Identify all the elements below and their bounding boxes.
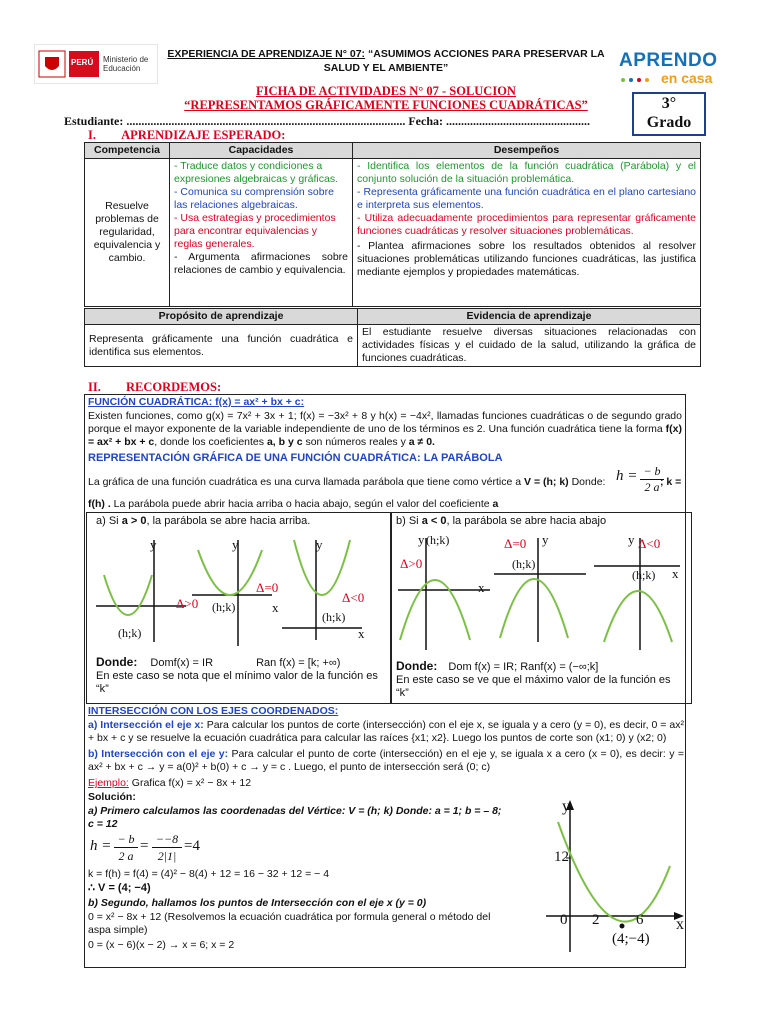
ficha-line-2: “REPRESENTAMOS GRÁFICAMENTE FUNCIONES CUADRÁTICAS” <box>184 98 588 112</box>
intersections-title: INTERSECCIÓN CON LOS EJES COORDENADOS: <box>88 705 339 717</box>
case-a-g1-delta: Δ>0 <box>176 596 199 611</box>
desempenos-cell <box>353 159 701 307</box>
representation-text <box>88 476 605 489</box>
representation-title: REPRESENTACIÓN GRÁFICA DE UNA FUNCIÓN CUADRÁTICA: LA PARÁBOLA <box>88 452 503 464</box>
case-a-g2-x: x <box>272 600 279 615</box>
example-y-intercept: 12 <box>554 849 569 865</box>
function-text: Existen funciones, como g(x) = 7x² + 3x + 1; f(x) = −3x² + 8 y h(x) = −4x², llamadas funciones cuadráticas o de segundo grado porque el mayor exponente de la variable independiente de uno de los términos es 2. Una función cuadrática tiene la forma <box>88 410 682 435</box>
case-b-g1-vertex: (h;k) <box>426 533 450 547</box>
activity-sheet-title <box>160 84 612 112</box>
student-date-line: Estudiante: ............................................................................................. Fecha: ................................................ <box>64 114 590 128</box>
capacidad-1: - Traduce datos y condiciones a expresiones algebraicas y gráficas. <box>174 160 339 185</box>
experience-name: “ASUMIMOS ACCIONES PARA PRESERVAR LA SALUD Y EL AMBIENTE” <box>323 48 605 74</box>
h-calc-equals: = <box>140 838 149 854</box>
header-proposito: Propósito de aprendizaje <box>85 309 358 325</box>
section-2-title: RECORDEMOS: <box>125 380 222 394</box>
case-b-g2-delta: Δ=0 <box>504 536 527 551</box>
function-description <box>88 410 682 449</box>
case-a-min-text: En este caso se nota que el mínimo valor de la función es “k” <box>96 670 378 695</box>
h-label: h = <box>616 468 638 484</box>
case-a-g1-vertex: (h;k) <box>118 626 142 640</box>
capacidad-2: - Comunica su comprensión sobre las relaciones algebraicas. <box>174 186 334 211</box>
case-a-range-value: Ran f(x) = [k; +∞) <box>256 657 341 669</box>
representation-text-2 <box>88 498 498 511</box>
donde-label: Donde: <box>571 476 606 488</box>
dots-icon <box>619 76 659 84</box>
function-title: FUNCIÓN CUADRÁTICA: f(x) = ax² + bx + c: <box>88 396 305 408</box>
k-equals: ; k = <box>660 476 682 488</box>
case-a-g3-vertex: (h;k) <box>322 610 346 624</box>
intersection-x <box>88 719 684 745</box>
coef-names: a, b y c <box>266 436 303 448</box>
ministry-name: Ministerio de Educación <box>103 55 149 73</box>
proposito-cell: Representa gráficamente una función cuadrática e identifica sus elementos. <box>85 325 358 367</box>
header-competencia: Competencia <box>85 143 170 159</box>
case-b-g1-x: x <box>478 580 485 595</box>
fh-label: f(h) . <box>88 498 111 510</box>
h-calc-result: =4 <box>184 838 200 854</box>
section-1-number: I. <box>88 128 96 142</box>
en-casa-word: en casa <box>661 70 713 86</box>
case-b-g2-y: y <box>542 532 549 547</box>
case-a-g3-delta: Δ<0 <box>342 590 365 605</box>
header-desempenos: Desempeños <box>353 143 701 159</box>
case-a-g1-y: y <box>150 537 157 552</box>
h-numerator: − b <box>640 464 664 480</box>
purpose-table <box>84 308 701 367</box>
case-b-prefix: b) Si <box>396 515 419 527</box>
k-calc: k = f(h) = f(4) = (4)² − 8(4) + 12 = 16 − 32 + 12 = − 4 <box>88 868 330 880</box>
h-calc-num-2: −−8 <box>152 832 182 848</box>
case-b-g3-x: x <box>672 566 679 581</box>
intersection-y <box>88 748 684 774</box>
equation-2: 0 = (x − 6)(x − 2) → x = 6; x = 2 <box>88 939 235 951</box>
desempeno-3: - Utiliza adecuadamente procedimientos para representar gráficamente funciones cuadráticas y resolver situaciones problemáticas. <box>357 212 696 237</box>
ministry-logo <box>34 44 158 84</box>
section-1-title: APRENDIZAJE ESPERADO: <box>121 128 286 142</box>
coef-a-label: a <box>492 498 499 510</box>
case-a-title <box>96 515 310 528</box>
example-root-2: 6 <box>636 912 644 928</box>
case-b-max-text: En este caso se ve que el máximo valor de la función es “k” <box>396 674 671 699</box>
section-2-heading <box>88 380 221 395</box>
example-graph <box>520 796 686 956</box>
solution-label: Solución: <box>88 791 136 803</box>
capacidades-cell <box>170 159 353 307</box>
case-b-rest: , la parábola se abre hacia abajo <box>446 515 607 527</box>
desempeno-4: - Plantea afirmaciones sobre los resultados obtenidos al resolver situaciones problemáticas utilizando funciones cuadráticas, las justifica mediante ejemplos y propiedades matemáticas. <box>357 240 696 278</box>
example-label: Ejemplo: <box>88 777 129 789</box>
case-b-domain-label: Donde: <box>396 659 438 673</box>
case-a-domain <box>96 656 384 696</box>
case-a-prefix: a) Si <box>96 515 119 527</box>
vertex-result: ∴ V = (4; −4) <box>88 882 151 894</box>
peru-brand-text: PERÚ <box>71 58 94 67</box>
rep-text-2: La parábola puede abrir hacia arriba o hacia abajo, según el valor del coeficiente <box>113 498 490 510</box>
case-a-g3-x: x <box>358 626 365 641</box>
learning-table <box>84 142 701 307</box>
evidencia-cell: El estudiante resuelve diversas situaciones relacionadas con actividades físicas y el cuidado de la salud, utilizando la gráfica de funciones cuadráticas. <box>358 325 701 367</box>
experience-lead: EXPERIENCIA DE APRENDIZAJE N° 07: <box>167 48 366 60</box>
header-evidencia: Evidencia de aprendizaje <box>358 309 701 325</box>
function-form-rest: , donde los coeficientes <box>154 436 265 448</box>
equation-1: 0 = x² − 8x + 12 (Resolvemos la ecuación cuadrática por formula general o método del aspa simple) <box>88 911 491 936</box>
case-b-g3-y: y <box>628 532 635 547</box>
function-form: f(x) = ax² + bx + c <box>88 423 682 448</box>
case-a-domain-label: Donde: <box>96 655 138 669</box>
int-x-text: Para calcular los puntos de corte (intersección) con el eje x, se iguala y a cero (y = 0), es decir, 0 = ax² + bx + c y se resuelve la ecuación cuadrática para calcular las raíces {x1; x2}. Luego los puntos de corte son (x1; 0) y (x2; 0) <box>88 719 684 744</box>
case-a-g2-y: y <box>232 537 239 552</box>
step-a: a) Primero calculamos las coordenadas del Vértice: V = (h; k) Donde: a = 1; b = – 8; c = 12 <box>88 805 502 830</box>
grade-box <box>632 92 706 136</box>
h-calc-den-1: 2 a <box>118 849 134 863</box>
int-x-title: a) Intersección el eje x: <box>88 719 204 731</box>
h-calc-num-1: − b <box>114 832 138 848</box>
capacidad-3: - Usa estrategias y procedimientos para encontrar equivalencias y reglas generales. <box>174 212 336 250</box>
case-b-g3-delta: Δ<0 <box>638 536 661 551</box>
example-origin: 0 <box>560 912 568 928</box>
example-line <box>88 777 251 790</box>
case-b-g1-y: y <box>418 532 425 547</box>
rep-text: La gráfica de una función cuadrática es una curva llamada parábola que tiene como vértice a <box>88 476 522 488</box>
competencia-cell: Resuelve problemas de regularidad, equivalencia y cambio. <box>85 159 170 307</box>
grade-label: Grado <box>646 114 692 131</box>
case-b-g2-vertex: (h;k) <box>512 557 536 571</box>
desempeno-1: - Identifica los elementos de la función cuadrática (Parábola) y el conjunto solución de la situación problemática. <box>357 160 696 185</box>
h-denominator: 2 a <box>644 480 660 494</box>
coef-cond: a ≠ 0. <box>408 436 435 448</box>
aprendo-word: APRENDO <box>619 50 718 71</box>
section-2-number: II. <box>88 380 101 394</box>
step-b: b) Segundo, hallamos los puntos de Intersección con el eje x (y = 0) <box>88 897 427 909</box>
example-y-label: y <box>562 798 570 815</box>
grade-number: 3° <box>661 95 677 112</box>
aprendo-en-casa-logo <box>613 50 763 90</box>
example-x-label: x <box>676 916 684 933</box>
h-calc-label: h = <box>90 838 112 854</box>
case-b-cond: a < 0 <box>421 515 447 527</box>
experience-title <box>160 47 612 75</box>
case-a-g2-vertex: (h;k) <box>212 600 236 614</box>
case-b-g1-delta: Δ>0 <box>400 556 423 571</box>
example-root-1: 2 <box>592 912 600 928</box>
int-y-title: b) Intersección con el eje y: <box>88 748 229 760</box>
h-calc-den-2: 2|1| <box>157 849 177 863</box>
coef-rest: son números reales y <box>305 436 406 448</box>
vertex-def: V = (h; k) <box>524 476 569 488</box>
example-text: Grafica f(x) = x² − 8x + 12 <box>131 777 252 789</box>
desempeno-2: - Representa gráficamente una función cuadrática en el plano cartesiano e interpreta sus elementos. <box>357 186 696 211</box>
case-b-title <box>396 515 606 528</box>
case-a-g3-y: y <box>316 537 323 552</box>
case-b-domain-value: Dom f(x) = IR; Ranf(x) = (−∞;k] <box>448 661 599 673</box>
case-b-g3-vertex: (h;k) <box>632 568 656 582</box>
example-vertex-label: (4;−4) <box>612 931 650 947</box>
ficha-line-1: FICHA DE ACTIVIDADES N° 07 - SOLUCION <box>256 84 516 98</box>
section-1-heading <box>88 128 285 143</box>
case-a-rest: , la parábola se abre hacia arriba. <box>146 515 311 527</box>
capacidad-4: - Argumenta afirmaciones sobre relaciones de cambio y equivalencia. <box>174 251 348 276</box>
case-a-cond: a > 0 <box>121 515 147 527</box>
int-y-text: Para calcular el punto de corte (intersección) en el eje y, se iguala x a cero (x = 0), es decir: y = ax² + bx + c → y = a(0)² + b(0) + c → y = c . Luego, el punto de intersección será (0; c) <box>88 748 684 773</box>
case-b-domain <box>396 660 686 700</box>
case-a-domain-value: Domf(x) = IR <box>150 657 214 669</box>
case-a-g2-delta: Δ=0 <box>256 580 279 595</box>
header-capacidades: Capacidades <box>170 143 353 159</box>
